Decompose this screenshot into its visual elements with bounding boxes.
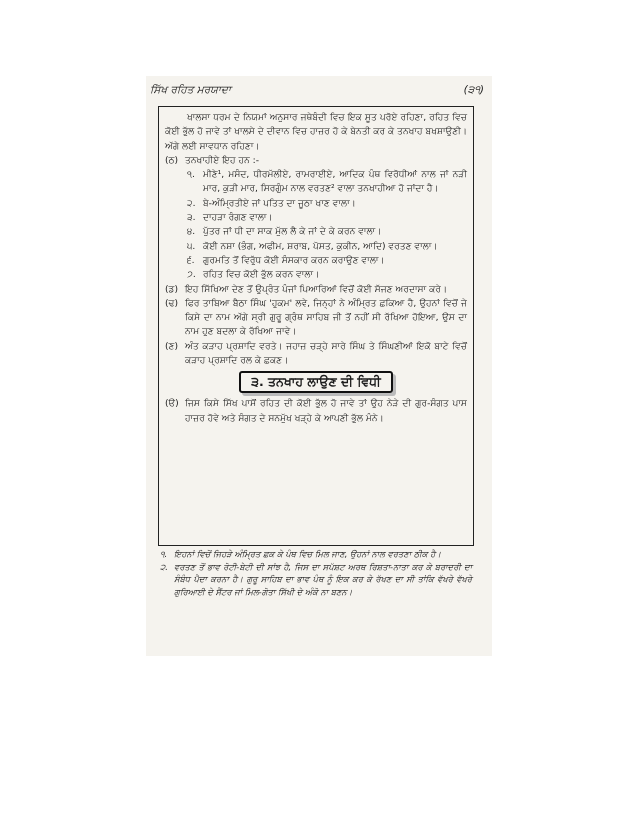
list-item-text: ਰਹਿਤ ਵਿਚ ਕੋਈ ਭੁੱਲ ਕਰਨ ਵਾਲਾ। [203,270,320,281]
footnote [160,561,472,599]
list-item-number: ੫. [187,241,196,252]
footnote [160,548,472,561]
list-item [165,254,467,268]
list-item [165,268,467,282]
list-item [165,240,467,254]
clause-label: (ਣ) [165,341,179,352]
clause-label: (ੳ) [165,399,179,410]
list-item-text: ਕੋਈ ਨਸ਼ਾ (ਭੰਗ, ਅਫੀਮ, ਸ਼ਰਾਬ, ਪੋਸਤ, ਕੁਕੀਨ, ਆਦਿ) ਵਰਤਣ ਵਾਲਾ। [203,241,438,252]
list-item-number: ੩. [187,213,196,224]
clause-label: (ਠ) [165,155,179,166]
footnote-text: ਇਹਨਾਂ ਵਿਚੋਂ ਜਿਹੜੇ ਅੰਮ੍ਰਿਤ ਛਕ ਕੇ ਪੰਥ ਵਿਚ ਮਿਲ ਜਾਣ, ਉਹਨਾਂ ਨਾਲ ਵਰਤਣਾ ਠੀਕ ਹੈ। [174,549,441,559]
list-item-text: ਪੁੱਤਰ ਜਾਂ ਧੀ ਦਾ ਸਾਕ ਮੁੱਲ ਲੈ ਕੇ ਜਾਂ ਦੇ ਕੇ ਕਰਨ ਵਾਲਾ। [203,227,382,238]
clause-nna [165,340,467,369]
list-item-text: ਮੀਣੇ¹, ਮਸੰਦ, ਧੀਰਮੱਲੀਏ, ਰਾਮਰਾਈਏ, ਆਦਿਕ ਪੰਥ ਵਿਰੋਧੀਆਂ ਨਾਲ ਜਾਂ ਨੜੀ ਮਾਰ, ਕੁੜੀ ਮਾਰ, ਸਿਰਗੁੰਮ ਨਾਲ ਵਰਤਣ² ਵਾਲਾ ਤਨਖਾਹੀਆ ਹੋ ਜਾਂਦਾ ਹੈ। [203,170,467,195]
clause-ddha [165,297,467,340]
clause-tha [165,154,467,168]
clause-label: (ਡ) [165,284,179,295]
clause-oora [165,397,467,426]
running-header [150,84,484,102]
clause-dda [165,283,467,297]
list-item-number: ੬. [187,255,195,266]
list-item-text: ਦਾਹੜਾ ਰੰਗਣ ਵਾਲਾ। [203,213,273,224]
footnote-number: ੧. [160,549,168,559]
footnote-number: ੨. [160,561,168,572]
list-item [165,225,467,239]
clause-label: (ਢ) [165,298,179,309]
clause-text: ਅੰਤ ਕੜਾਹ ਪ੍ਰਸ਼ਾਦਿ ਵਰਤੇ। ਜਹਾਜ਼ ਚੜ੍ਹੇ ਸਾਰੇ ਸਿੰਘ ਤੇ ਸਿੰਘਣੀਆਂ ਇਕੋ ਬਾਟੇ ਵਿਚੋਂ ਕੜਾਹ ਪ੍ਰਸ਼ਾਦਿ ਰਲ ਕੇ ਛਕਣ। [185,341,467,367]
footnotes [160,548,472,598]
list-item-text: ਗੁਰਮਤਿ ਤੋਂ ਵਿਰੁੱਧ ਕੋਈ ਸੰਸਕਾਰ ਕਰਨ ਕਰਾਉਣ ਵਾਲਾ। [203,255,385,266]
tankhahiye-list [165,168,467,282]
content-box [158,106,474,546]
clause-text: ਜਿਸ ਕਿਸੇ ਸਿੱਖ ਪਾਸੋਂ ਰਹਿਤ ਦੀ ਕੋਈ ਭੁੱਲ ਹੋ ਜਾਵੇ ਤਾਂ ਉਹ ਨੇੜੇ ਦੀ ਗੁਰ-ਸੰਗਤ ਪਾਸ ਹਾਜ਼ਰ ਹੋਵੇ ਅਤੇ ਸੰਗਤ ਦੇ ਸਨਮੁੱਖ ਖੜ੍ਹੇ ਕੇ ਆਪਣੀ ਭੁੱਲ ਮੰਨੇ। [185,399,467,424]
list-item-number: ੧. [187,170,195,181]
book-title: ਸਿੱਖ ਰਹਿਤ ਮਰਯਾਦਾ [150,84,231,96]
section-heading: ੩. ਤਨਖਾਹ ਲਾਉਣ ਦੀ ਵਿਧੀ [239,371,393,393]
list-item [165,211,467,225]
footnote-text: ਵਰਤਣ ਤੋਂ ਭਾਵ ਰੋਟੀ-ਬੇਟੀ ਦੀ ਸਾਂਝ ਹੈ, ਜਿਸ ਦਾ ਸਪੱਸ਼ਟ ਅਰਥ ਰਿਸ਼ਤਾ-ਨਾਤਾ ਕਰ ਕੇ ਬਰਾਦਰੀ ਦਾ ਸੰਬੰਧ ਪੈਦਾ ਕਰਨਾ ਹੈ। ਗੁਰੂ ਸਾਹਿਬ ਦਾ ਭਾਵ ਪੰਥ ਨੂੰ ਇਕ ਕਰ ਕੇ ਰੱਖਣ ਦਾ ਸੀ ਤਾਂਕਿ ਵੱਖਰੇ ਵੱਖਰੇ ਗੁਰਿਆਈ ਦੇ ਸੈਂਟਰ ਜਾਂ ਮਿਲ-ਗੋਤਾ ਸਿੱਖੀ ਦੇ ਅੰਕੋ ਨਾ ਬਣਨ। [174,561,472,597]
list-item-number: ੭. [187,270,196,281]
list-item-text: ਬੇ-ਅੰਮ੍ਰਿਤੀਏ ਜਾਂ ਪਤਿਤ ਦਾ ਜੂਠਾ ਖਾਣ ਵਾਲਾ। [203,198,356,209]
list-item-number: ੨. [187,198,196,209]
page-number: (੩੧) [463,84,484,96]
list-item [165,168,467,197]
list-item-number: ੪. [187,227,196,238]
section-heading-wrap [165,371,467,393]
list-item [165,197,467,211]
clause-text: ਤਨਖਾਹੀਏ ਇਹ ਹਨ :- [185,155,260,166]
clause-text: ਫਿਰ ਤਾਬਿਆ ਬੈਠਾ ਸਿੰਘ 'ਹੁਕਮ' ਲਵੇ, ਜਿਨ੍ਹਾਂ ਨੇ ਅੰਮ੍ਰਿਤ ਛਕਿਆ ਹੈ, ਉਹਨਾਂ ਵਿਚੋਂ ਜੇ ਕਿਸੇ ਦਾ ਨਾਮ ਅੱਗੇ ਸ੍ਰੀ ਗੁਰੂ ਗ੍ਰੰਥ ਸਾਹਿਬ ਜੀ ਤੋਂ ਨਹੀਂ ਸੀ ਰੱਖਿਆ ਹੋਇਆ, ਉਸ ਦਾ ਨਾਮ ਹੁਣ ਬਦਲਾ ਕੇ ਰੱਖਿਆ ਜਾਵੇ। [185,298,467,338]
clause-text: ਇਹ ਸਿੱਖਿਆ ਦੇਣ ਤੋਂ ਉਪ੍ਰੰਤ ਪੰਜਾਂ ਪਿਆਰਿਆਂ ਵਿਚੋਂ ਕੋਈ ਸੱਜਣ ਅਰਦਾਸਾ ਕਰੇ। [185,284,448,295]
intro-paragraph: ਖਾਲਸਾ ਧਰਮ ਦੇ ਨਿਯਮਾਂ ਅਨੁਸਾਰ ਜਥੇਬੰਦੀ ਵਿਚ ਇਕ ਸੂਤ ਪਰੋਏ ਰਹਿਣਾ, ਰਹਿਤ ਵਿਚ ਕੋਈ ਭੁੱਲ ਹੋ ਜਾਵੇ ਤਾਂ ਖਾਲਸੇ ਦੇ ਦੀਵਾਨ ਵਿਚ ਹਾਜ਼ਰ ਹੋ ਕੇ ਬੇਨਤੀ ਕਰ ਕੇ ਤਨਖਾਹ ਬਖਸ਼ਾਉਣੀ। ਅੱਗੇ ਲਈ ਸਾਵਧਾਨ ਰਹਿਣਾ। [165,113,467,152]
